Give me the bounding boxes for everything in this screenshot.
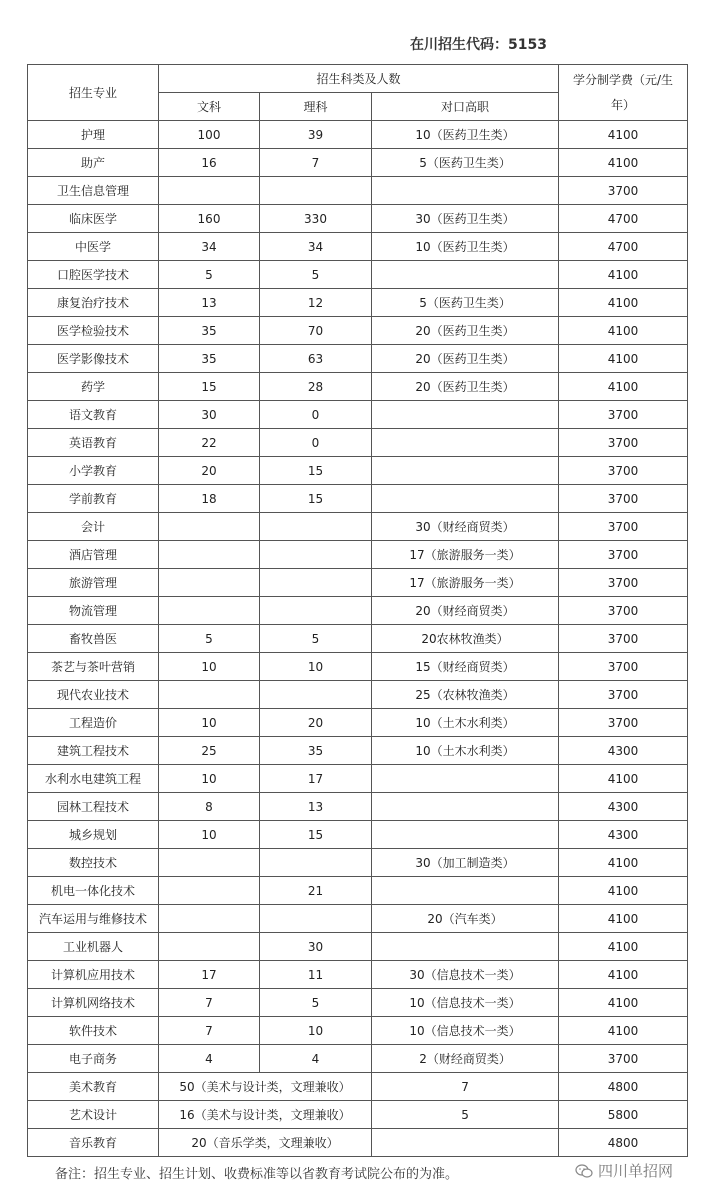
header-like: 理科 bbox=[260, 93, 372, 121]
brand-logo bbox=[575, 1160, 673, 1181]
cell-major: 畜牧兽医 bbox=[28, 625, 159, 653]
cell-major: 艺术设计 bbox=[28, 1101, 159, 1129]
cell-wenke: 7 bbox=[159, 989, 260, 1017]
cell-major: 卫生信息管理 bbox=[28, 177, 159, 205]
table-row bbox=[28, 877, 688, 905]
cell-like: 21 bbox=[260, 877, 372, 905]
table-row bbox=[28, 793, 688, 821]
cell-major: 工业机器人 bbox=[28, 933, 159, 961]
cell-major: 城乡规划 bbox=[28, 821, 159, 849]
cell-major: 口腔医学技术 bbox=[28, 261, 159, 289]
cell-like: 7 bbox=[260, 149, 372, 177]
cell-wenke: 22 bbox=[159, 429, 260, 457]
table-row bbox=[28, 345, 688, 373]
cell-wenke bbox=[159, 933, 260, 961]
cell-wenke: 35 bbox=[159, 345, 260, 373]
cell-fee: 4300 bbox=[559, 793, 688, 821]
cell-fee: 3700 bbox=[559, 681, 688, 709]
table-row bbox=[28, 289, 688, 317]
cell-like: 15 bbox=[260, 457, 372, 485]
cell-fee: 4100 bbox=[559, 149, 688, 177]
cell-duikou bbox=[372, 933, 559, 961]
cell-wenke: 5 bbox=[159, 261, 260, 289]
table-row bbox=[28, 989, 688, 1017]
table-row bbox=[28, 821, 688, 849]
table-row bbox=[28, 317, 688, 345]
cell-like: 5 bbox=[260, 989, 372, 1017]
cell-duikou bbox=[372, 821, 559, 849]
cell-like bbox=[260, 513, 372, 541]
cell-wenke: 20 bbox=[159, 457, 260, 485]
cell-major: 数控技术 bbox=[28, 849, 159, 877]
cell-major: 学前教育 bbox=[28, 485, 159, 513]
cell-duikou: 20（医药卫生类） bbox=[372, 373, 559, 401]
cell-wenke: 10 bbox=[159, 653, 260, 681]
cell-major: 英语教育 bbox=[28, 429, 159, 457]
cell-fee: 5800 bbox=[559, 1101, 688, 1129]
cell-duikou: 10（医药卫生类） bbox=[372, 233, 559, 261]
cell-fee: 4100 bbox=[559, 905, 688, 933]
header-major: 招生专业 bbox=[28, 65, 159, 121]
footer-note: 备注：招生专业、招生计划、收费标准等以省教育考试院公布的为准。 bbox=[55, 1167, 459, 1182]
header-duikou: 对口高职 bbox=[372, 93, 559, 121]
cell-like: 20 bbox=[260, 709, 372, 737]
cell-major: 康复治疗技术 bbox=[28, 289, 159, 317]
cell-wenke: 7 bbox=[159, 1017, 260, 1045]
cell-like: 28 bbox=[260, 373, 372, 401]
cell-major: 助产 bbox=[28, 149, 159, 177]
cell-fee: 3700 bbox=[559, 597, 688, 625]
cell-duikou: 5（医药卫生类） bbox=[372, 149, 559, 177]
table-row bbox=[28, 429, 688, 457]
table-row bbox=[28, 1129, 688, 1157]
cell-like: 0 bbox=[260, 429, 372, 457]
table-row bbox=[28, 905, 688, 933]
cell-duikou: 30（医药卫生类） bbox=[372, 205, 559, 233]
cell-major: 机电一体化技术 bbox=[28, 877, 159, 905]
cell-wenke: 16 bbox=[159, 149, 260, 177]
cell-like: 70 bbox=[260, 317, 372, 345]
cell-fee: 3700 bbox=[559, 401, 688, 429]
cell-wenke: 10 bbox=[159, 765, 260, 793]
cell-duikou: 2（财经商贸类） bbox=[372, 1045, 559, 1073]
enrollment-code: 在川招生代码：5153 bbox=[410, 37, 547, 53]
cell-fee: 4700 bbox=[559, 205, 688, 233]
cell-major: 园林工程技术 bbox=[28, 793, 159, 821]
cell-like: 330 bbox=[260, 205, 372, 233]
table-row bbox=[28, 1073, 688, 1101]
enrollment-table bbox=[27, 64, 688, 1157]
table-row bbox=[28, 1017, 688, 1045]
cell-fee: 3700 bbox=[559, 625, 688, 653]
cell-duikou bbox=[372, 457, 559, 485]
cell-like bbox=[260, 849, 372, 877]
cell-duikou: 10（信息技术一类） bbox=[372, 1017, 559, 1045]
table-row bbox=[28, 457, 688, 485]
table-row bbox=[28, 709, 688, 737]
cell-major: 音乐教育 bbox=[28, 1129, 159, 1157]
cell-major: 会计 bbox=[28, 513, 159, 541]
cell-duikou: 10（土木水利类） bbox=[372, 737, 559, 765]
cell-major: 建筑工程技术 bbox=[28, 737, 159, 765]
cell-wenke bbox=[159, 877, 260, 905]
cell-fee: 3700 bbox=[559, 177, 688, 205]
cell-major: 医学影像技术 bbox=[28, 345, 159, 373]
cell-major: 医学检验技术 bbox=[28, 317, 159, 345]
cell-fee: 3700 bbox=[559, 485, 688, 513]
cell-major: 物流管理 bbox=[28, 597, 159, 625]
table-row bbox=[28, 849, 688, 877]
cell-duikou: 20（财经商贸类） bbox=[372, 597, 559, 625]
cell-major: 工程造价 bbox=[28, 709, 159, 737]
cell-wenke bbox=[159, 849, 260, 877]
cell-wenke: 34 bbox=[159, 233, 260, 261]
cell-like bbox=[260, 177, 372, 205]
cell-wenke: 4 bbox=[159, 1045, 260, 1073]
cell-major: 美术教育 bbox=[28, 1073, 159, 1101]
cell-major: 计算机网络技术 bbox=[28, 989, 159, 1017]
table-row bbox=[28, 569, 688, 597]
cell-like: 5 bbox=[260, 261, 372, 289]
cell-duikou: 10（土木水利类） bbox=[372, 709, 559, 737]
cell-fee: 4100 bbox=[559, 849, 688, 877]
cell-like bbox=[260, 569, 372, 597]
cell-wenke bbox=[159, 541, 260, 569]
cell-fee: 3700 bbox=[559, 653, 688, 681]
cell-wenke: 10 bbox=[159, 709, 260, 737]
cell-wenke bbox=[159, 597, 260, 625]
cell-duikou: 7 bbox=[372, 1073, 559, 1101]
table-row bbox=[28, 149, 688, 177]
cell-art-merged: 20（音乐学类，文理兼收） bbox=[159, 1129, 372, 1157]
cell-like: 0 bbox=[260, 401, 372, 429]
cell-wenke: 8 bbox=[159, 793, 260, 821]
cell-fee: 4100 bbox=[559, 1017, 688, 1045]
table-row bbox=[28, 177, 688, 205]
cell-like: 4 bbox=[260, 1045, 372, 1073]
cell-wenke bbox=[159, 569, 260, 597]
cell-like bbox=[260, 597, 372, 625]
cell-major: 药学 bbox=[28, 373, 159, 401]
cell-duikou: 20农林牧渔类） bbox=[372, 625, 559, 653]
cell-duikou: 10（医药卫生类） bbox=[372, 121, 559, 149]
cell-major: 现代农业技术 bbox=[28, 681, 159, 709]
cell-like: 30 bbox=[260, 933, 372, 961]
cell-like: 5 bbox=[260, 625, 372, 653]
cell-duikou bbox=[372, 401, 559, 429]
wechat-icon bbox=[575, 1164, 593, 1178]
cell-wenke: 10 bbox=[159, 821, 260, 849]
cell-duikou bbox=[372, 1129, 559, 1157]
cell-duikou: 20（医药卫生类） bbox=[372, 345, 559, 373]
cell-duikou bbox=[372, 177, 559, 205]
cell-like: 63 bbox=[260, 345, 372, 373]
cell-wenke bbox=[159, 513, 260, 541]
cell-wenke: 25 bbox=[159, 737, 260, 765]
cell-wenke: 100 bbox=[159, 121, 260, 149]
header-group: 招生科类及人数 bbox=[159, 65, 559, 93]
cell-fee: 4100 bbox=[559, 345, 688, 373]
cell-major: 酒店管理 bbox=[28, 541, 159, 569]
cell-duikou: 15（财经商贸类） bbox=[372, 653, 559, 681]
cell-like: 15 bbox=[260, 485, 372, 513]
cell-duikou: 5（医药卫生类） bbox=[372, 289, 559, 317]
table-row bbox=[28, 261, 688, 289]
cell-duikou: 10（信息技术一类） bbox=[372, 989, 559, 1017]
cell-duikou: 17（旅游服务一类） bbox=[372, 541, 559, 569]
header-fee-line2: 年） bbox=[611, 97, 636, 112]
cell-wenke: 30 bbox=[159, 401, 260, 429]
cell-wenke: 160 bbox=[159, 205, 260, 233]
header-wenke: 文科 bbox=[159, 93, 260, 121]
cell-fee: 3700 bbox=[559, 429, 688, 457]
cell-wenke: 17 bbox=[159, 961, 260, 989]
cell-fee: 4100 bbox=[559, 289, 688, 317]
cell-duikou bbox=[372, 765, 559, 793]
table-row bbox=[28, 401, 688, 429]
cell-major: 茶艺与茶叶营销 bbox=[28, 653, 159, 681]
table-row bbox=[28, 737, 688, 765]
cell-major: 护理 bbox=[28, 121, 159, 149]
table-row bbox=[28, 513, 688, 541]
cell-major: 电子商务 bbox=[28, 1045, 159, 1073]
cell-fee: 4100 bbox=[559, 121, 688, 149]
cell-fee: 4300 bbox=[559, 821, 688, 849]
cell-duikou: 30（信息技术一类） bbox=[372, 961, 559, 989]
cell-like: 15 bbox=[260, 821, 372, 849]
cell-fee: 4100 bbox=[559, 261, 688, 289]
table-row bbox=[28, 373, 688, 401]
table-row bbox=[28, 597, 688, 625]
cell-fee: 3700 bbox=[559, 457, 688, 485]
cell-fee: 4800 bbox=[559, 1073, 688, 1101]
cell-like: 13 bbox=[260, 793, 372, 821]
table-row bbox=[28, 681, 688, 709]
cell-like bbox=[260, 681, 372, 709]
cell-major: 旅游管理 bbox=[28, 569, 159, 597]
cell-fee: 4100 bbox=[559, 373, 688, 401]
cell-wenke: 5 bbox=[159, 625, 260, 653]
table-row bbox=[28, 1101, 688, 1129]
cell-duikou bbox=[372, 429, 559, 457]
cell-duikou: 25（农林牧渔类） bbox=[372, 681, 559, 709]
cell-fee: 4100 bbox=[559, 317, 688, 345]
header-fee-line1: 学分制学费（元/生 bbox=[573, 72, 674, 87]
cell-major: 水利水电建筑工程 bbox=[28, 765, 159, 793]
cell-wenke: 18 bbox=[159, 485, 260, 513]
cell-wenke bbox=[159, 681, 260, 709]
table-row bbox=[28, 933, 688, 961]
cell-like: 10 bbox=[260, 653, 372, 681]
cell-like: 39 bbox=[260, 121, 372, 149]
table-row bbox=[28, 961, 688, 989]
cell-like: 10 bbox=[260, 1017, 372, 1045]
cell-fee: 4700 bbox=[559, 233, 688, 261]
table-row bbox=[28, 1045, 688, 1073]
cell-major: 软件技术 bbox=[28, 1017, 159, 1045]
cell-fee: 3700 bbox=[559, 513, 688, 541]
cell-duikou bbox=[372, 261, 559, 289]
table-row bbox=[28, 765, 688, 793]
cell-fee: 4100 bbox=[559, 765, 688, 793]
cell-like bbox=[260, 905, 372, 933]
header-fee bbox=[559, 65, 688, 121]
cell-art-merged: 16（美术与设计类，文理兼收） bbox=[159, 1101, 372, 1129]
table-row bbox=[28, 233, 688, 261]
cell-fee: 4800 bbox=[559, 1129, 688, 1157]
cell-duikou: 5 bbox=[372, 1101, 559, 1129]
cell-duikou: 20（医药卫生类） bbox=[372, 317, 559, 345]
cell-fee: 3700 bbox=[559, 1045, 688, 1073]
cell-fee: 3700 bbox=[559, 709, 688, 737]
table-row bbox=[28, 625, 688, 653]
cell-fee: 4100 bbox=[559, 877, 688, 905]
cell-like: 34 bbox=[260, 233, 372, 261]
cell-major: 汽车运用与维修技术 bbox=[28, 905, 159, 933]
cell-art-merged: 50（美术与设计类，文理兼收） bbox=[159, 1073, 372, 1101]
cell-major: 临床医学 bbox=[28, 205, 159, 233]
cell-fee: 4100 bbox=[559, 933, 688, 961]
cell-major: 中医学 bbox=[28, 233, 159, 261]
cell-fee: 4100 bbox=[559, 961, 688, 989]
cell-duikou: 20（汽车类） bbox=[372, 905, 559, 933]
cell-fee: 4100 bbox=[559, 989, 688, 1017]
header-row-1 bbox=[28, 65, 688, 93]
cell-wenke: 15 bbox=[159, 373, 260, 401]
table-row bbox=[28, 485, 688, 513]
table-row bbox=[28, 541, 688, 569]
cell-major: 小学教育 bbox=[28, 457, 159, 485]
brand-logo-text: 四川单招网 bbox=[598, 1162, 674, 1180]
table-row bbox=[28, 653, 688, 681]
cell-fee: 3700 bbox=[559, 569, 688, 597]
cell-duikou: 30（加工制造类） bbox=[372, 849, 559, 877]
cell-wenke bbox=[159, 177, 260, 205]
cell-fee: 3700 bbox=[559, 541, 688, 569]
cell-duikou bbox=[372, 793, 559, 821]
cell-major: 语文教育 bbox=[28, 401, 159, 429]
table-row bbox=[28, 205, 688, 233]
cell-duikou: 30（财经商贸类） bbox=[372, 513, 559, 541]
cell-fee: 4300 bbox=[559, 737, 688, 765]
cell-duikou: 17（旅游服务一类） bbox=[372, 569, 559, 597]
cell-like: 35 bbox=[260, 737, 372, 765]
cell-like: 12 bbox=[260, 289, 372, 317]
cell-like bbox=[260, 541, 372, 569]
cell-duikou bbox=[372, 485, 559, 513]
cell-duikou bbox=[372, 877, 559, 905]
table-row bbox=[28, 121, 688, 149]
cell-like: 11 bbox=[260, 961, 372, 989]
cell-wenke: 35 bbox=[159, 317, 260, 345]
cell-like: 17 bbox=[260, 765, 372, 793]
cell-wenke bbox=[159, 905, 260, 933]
cell-major: 计算机应用技术 bbox=[28, 961, 159, 989]
cell-wenke: 13 bbox=[159, 289, 260, 317]
